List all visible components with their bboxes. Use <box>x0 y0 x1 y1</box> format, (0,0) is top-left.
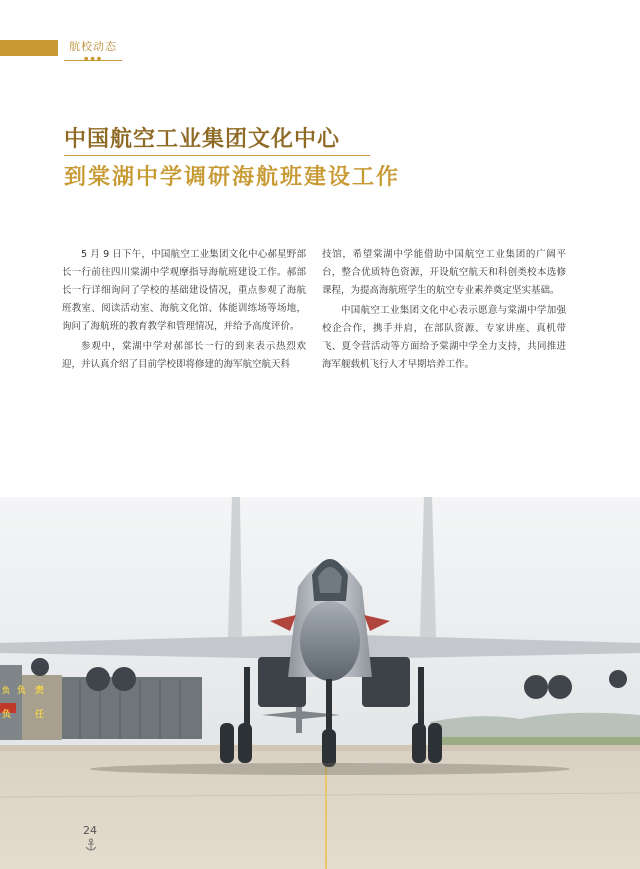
title-divider <box>64 155 370 156</box>
fighter-jet-photo <box>0 497 640 869</box>
svg-text:负: 负 <box>2 686 10 695</box>
article-column-left <box>62 246 306 376</box>
article-column-right <box>322 246 566 376</box>
svg-text:负: 负 <box>17 686 27 696</box>
paragraph: 5 月 9 日下午，中国航空工业集团文化中心郝星野部长一行前往四川棠湖中学观摩指导海航班建设工作。郝部长一行详细询问了学校的基础建设情况，重点参观了海航班教室、阅读活动室、海航文化馆、体能训练场等场地，询问了海航班的教育教学和管理情况，并给予高度评价。 <box>62 249 306 332</box>
paragraph: 中国航空工业集团文化中心表示愿意与棠湖中学加强校企合作，携手并肩，在部队资源、专家讲座、真机带飞、夏令营活动等方面给予棠湖中学全力支持，共同推进海军舰载机飞行人才早期培养工作。 <box>322 305 566 370</box>
section-tag-dots: ●●● <box>84 56 104 62</box>
article-title-line1: 中国航空工业集团文化中心 <box>64 127 341 152</box>
article-title-line2: 到棠湖中学调研海航班建设工作 <box>64 165 401 190</box>
paragraph: 技馆，希望棠湖中学能借助中国航空工业集团的广阔平台，整合优质特色资源，开设航空航天和科创类校本选修课程，为提高海航班学生的航空专业素养奠定坚实基础。 <box>322 249 566 296</box>
section-tag-label: 航校动态 <box>69 40 117 53</box>
svg-text:任: 任 <box>35 710 45 720</box>
svg-text:责: 责 <box>35 686 45 696</box>
svg-text:负: 负 <box>2 710 12 720</box>
anchor-icon <box>84 838 98 852</box>
page-number: 24 <box>83 824 97 837</box>
paragraph: 参观中，棠湖中学对郝部长一行的到来表示热烈欢迎，并认真介绍了目前学校即将修建的海军航空航天科 <box>62 341 306 370</box>
header-accent-bar <box>0 40 58 56</box>
